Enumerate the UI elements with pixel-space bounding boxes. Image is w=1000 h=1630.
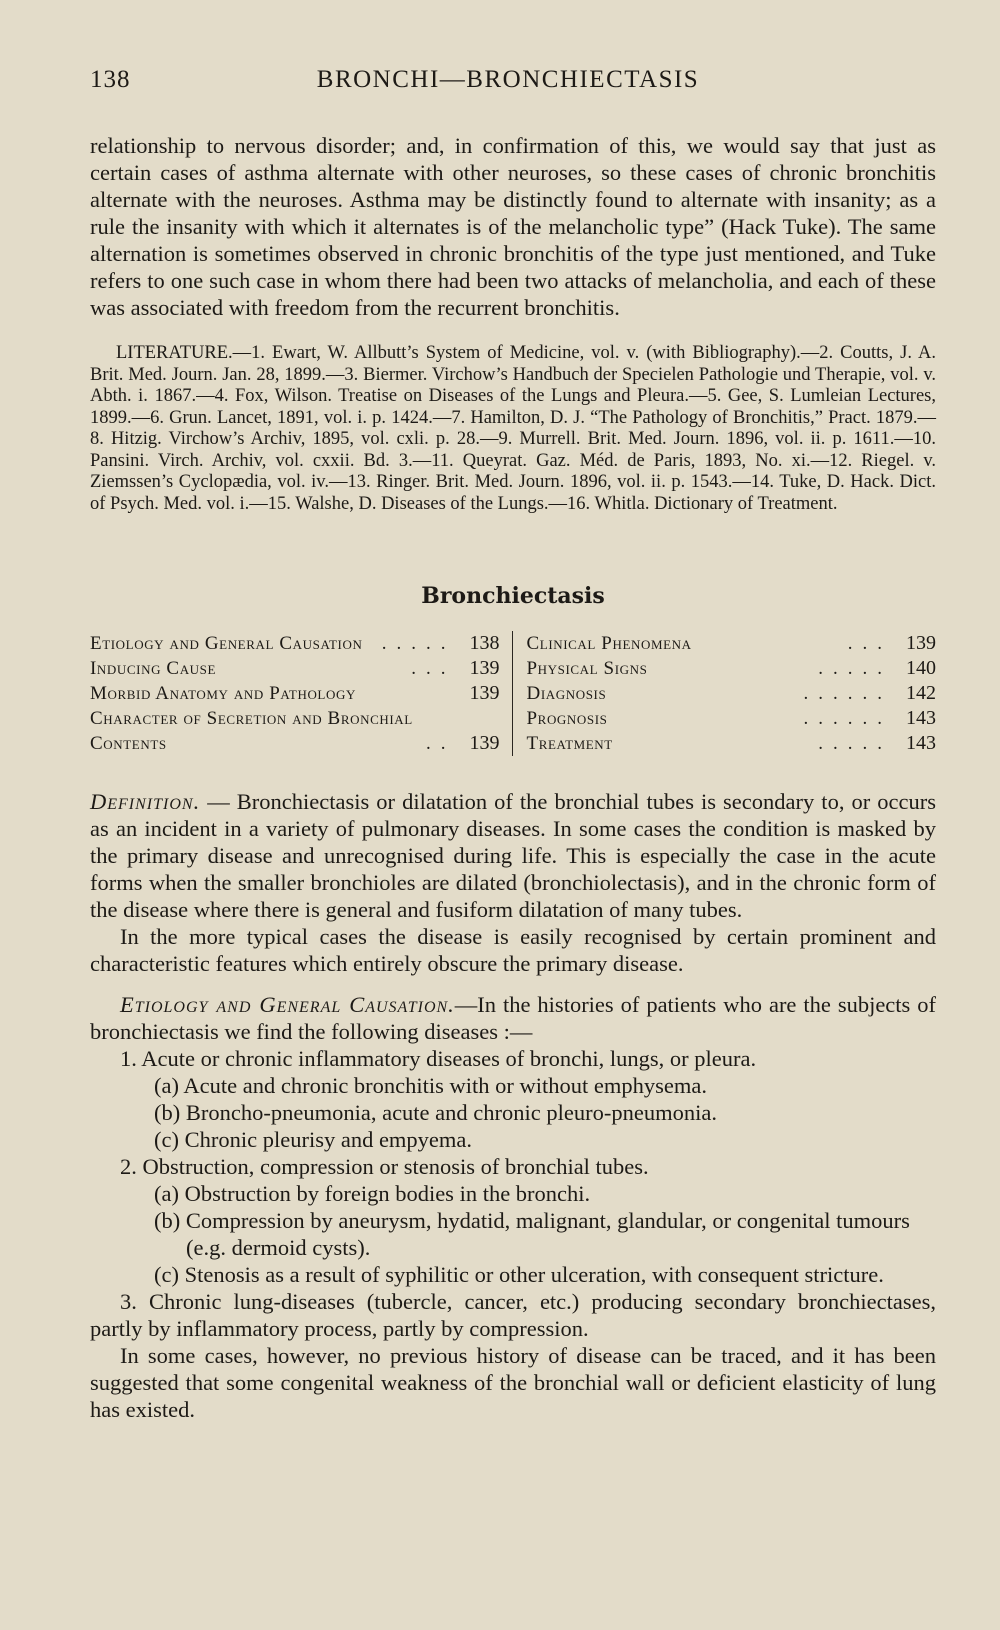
contents-entry bbox=[90, 681, 500, 706]
section-title: Bronchiectasis bbox=[421, 583, 605, 609]
page-header bbox=[90, 66, 936, 94]
list-subitem: (c) Chronic pleurisy and empyema. bbox=[154, 1127, 473, 1152]
definition-heading: Definition. bbox=[90, 789, 201, 814]
contents-entry-label: Treatment bbox=[526, 733, 613, 754]
list-item: 2. Obstruction, compression or stenosis of bronchial tubes. bbox=[120, 1154, 649, 1179]
list-item: 1. Acute or chronic inflammatory diseases of bronchi, lungs, or pleura. bbox=[120, 1046, 757, 1071]
list-subitem: (c) Stenosis as a result of syphilitic or other ulceration, with consequent stricture. bbox=[154, 1262, 884, 1287]
contents-entry bbox=[527, 731, 937, 756]
contents-entry-label: Etiology and General Causation bbox=[90, 633, 363, 654]
page-number: 138 bbox=[90, 66, 131, 93]
contents-entry-page: 143 bbox=[906, 707, 936, 729]
definition-paragraph bbox=[90, 788, 936, 923]
definition-text: — Bronchiectasis or dilatation of the bronchial tubes is secondary to, or occurs as an incident in a variety of pulmonary diseases. In some cases the condition is masked by the primary disease and unrecognised during life. This is especially the case in the acute forms when the smaller bronchioles are dilated (bronchiolectasis), and in the chronic form of the disease where there is general and fusiform dilatation of many tubes. bbox=[90, 789, 936, 922]
leader-dots: .. bbox=[426, 733, 456, 754]
typical-cases-paragraph: In the more typical cases the disease is easily recognised by certain prominent and characteristic features which entirely obscure the primary disease. bbox=[90, 924, 936, 976]
contents-right-column bbox=[513, 631, 937, 756]
leader-dots: ..... bbox=[818, 658, 892, 679]
etiology-heading: Etiology and General Causation. bbox=[120, 992, 455, 1017]
leader-dots: ...... bbox=[803, 683, 892, 704]
leader-dots: ..... bbox=[818, 733, 892, 754]
literature-block bbox=[90, 343, 936, 515]
list-subitem: (b) Compression by aneurysm, hydatid, malignant, glandular, or congenital tumours (e.g. dermoid cysts). bbox=[154, 1208, 910, 1260]
contents-entry bbox=[527, 656, 937, 681]
contents-entry-page: 143 bbox=[906, 732, 936, 754]
contents-entry bbox=[90, 656, 500, 681]
contents-entry-page: 139 bbox=[906, 632, 936, 654]
contents-entry-label: Clinical Phenomena bbox=[526, 633, 692, 654]
running-title: BRONCHI—BRONCHIECTASIS bbox=[316, 66, 700, 93]
leader-dots: ... bbox=[847, 633, 892, 654]
contents-entry-page: 139 bbox=[469, 732, 500, 754]
etiology-intro: —In the histories of patients who are the subjects of bronchiectasis we find the following diseases :— bbox=[90, 992, 936, 1044]
contents-entry-label: Prognosis bbox=[526, 708, 608, 729]
etiology-paragraph bbox=[90, 991, 936, 1045]
etiology-list bbox=[90, 1045, 936, 1342]
list-subitem: (a) Acute and chronic bronchitis with or without emphysema. bbox=[154, 1073, 708, 1098]
list-item: 3. Chronic lung-diseases (tubercle, cancer, etc.) producing secondary bronchiectases, partly by inflammatory process, partly by compression. bbox=[90, 1289, 937, 1341]
contents-entry-label: Physical Signs bbox=[526, 658, 648, 679]
literature-text: —1. Ewart, W. Allbutt’s System of Medicine, vol. v. (with Bibliography).—2. Coutts, J. A. Brit. Med. Journ. Jan. 28, 1899.—3. Biermer. Virchow’s Handbuch der Specielen Pathologie und Therapie, vol. v. Abth. i. 1867.—4. Fox, Wilson. Treatise on Diseases of the Lungs and Pleura.—5. Gee, S. Lumleian Lectures, 1899.—6. Grun. Lancet, 1891, vol. i. p. 1424.—7. Hamilton, D. J. “The Pathology of Bronchitis,” Pract. 1879.—8. Hitzig. Virchow’s Archiv, 1895, vol. cxli. p. 28.—9. Murrell. Brit. Med. Journ. 1896, vol. ii. p. 1611.—10. Pansini. Virch. Archiv, vol. cxxii. Bd. 3.—11. Queyrat. Gaz. Méd. de Paris, 1893, No. xi.—12. Riegel. v. Ziemssen’s Cyclopædia, vol. iv.—13. Ringer. Brit. Med. Journ. 1896, vol. ii. p. 1543.—14. Tuke, D. Hack. Dict. of Psych. Med. vol. i.—15. Walshe, D. Diseases of the Lungs.—16. Whitla. Dictionary of Treatment. bbox=[90, 343, 936, 514]
contents-table bbox=[90, 631, 936, 756]
contents-entry bbox=[527, 706, 937, 731]
contents-entry-label: Inducing Cause bbox=[90, 658, 217, 679]
contents-entry-label: Diagnosis bbox=[526, 683, 607, 704]
contents-entry-label: Morbid Anatomy and Pathology bbox=[90, 683, 356, 704]
intro-paragraph: relationship to nervous disorder; and, in confirmation of this, we would say that just as certain cases of asthma alternate with other neuroses, so these cases of chronic bronchitis alternate with the neuroses. Asthma may be distinctly found to alternate with insanity; as a rule the insanity with which it alternates is of the melancholic type” (Hack Tuke). The same alternation is sometimes observed in chronic bronchitis of the type just mentioned, and Tuke refers to one such case in whom there had been two attacks of melancholia, and each of these was associated with freedom from the recurrent bronchitis. bbox=[90, 133, 936, 320]
contents-entry-page: 139 bbox=[469, 682, 500, 704]
contents-entry-page: 139 bbox=[469, 657, 500, 679]
contents-entry bbox=[90, 631, 500, 656]
leader-dots: ...... bbox=[803, 708, 892, 729]
contents-entry-label: Character of Secretion and Bronchial Contents bbox=[90, 708, 413, 754]
list-subitem: (a) Obstruction by foreign bodies in the bronchi. bbox=[154, 1181, 591, 1206]
list-subitem: (b) Broncho-pneumonia, acute and chronic pleuro-pneumonia. bbox=[154, 1100, 717, 1125]
contents-entry bbox=[90, 706, 500, 756]
contents-entry-page: 142 bbox=[906, 682, 936, 704]
literature-label: LITERATURE. bbox=[116, 343, 233, 363]
leader-dots: ..... bbox=[381, 633, 456, 654]
contents-left-column bbox=[90, 631, 513, 756]
contents-entry-page: 140 bbox=[906, 657, 936, 679]
contents-entry bbox=[527, 681, 937, 706]
contents-entry bbox=[527, 631, 937, 656]
closing-paragraph: In some cases, however, no previous history of disease can be traced, and it has been suggested that some congenital weakness of the bronchial wall or deficient elasticity of lung has existed. bbox=[90, 1343, 936, 1422]
leader-dots: ... bbox=[411, 658, 456, 679]
contents-entry-page: 138 bbox=[469, 632, 500, 654]
